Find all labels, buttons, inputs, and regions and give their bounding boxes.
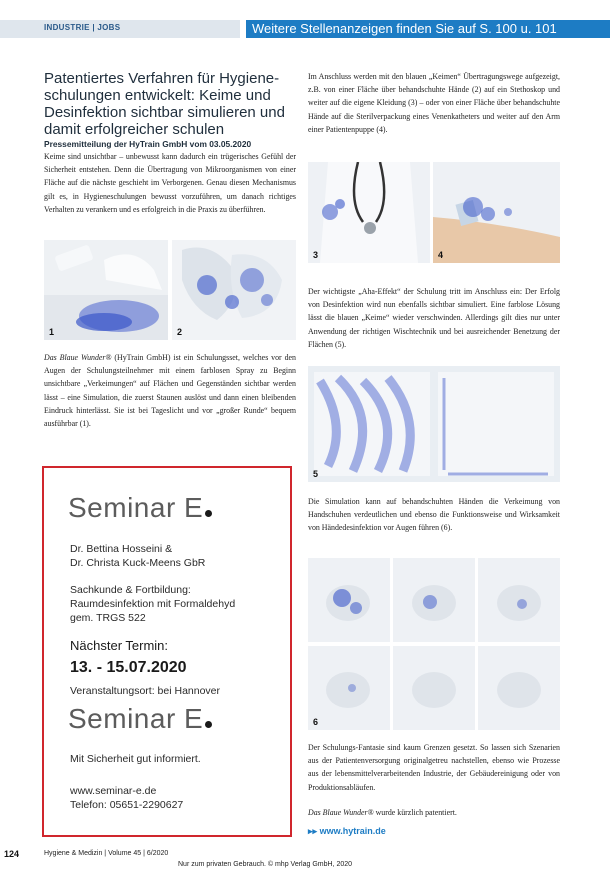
advertisement-seminar-e	[42, 466, 292, 837]
section-tag	[0, 20, 240, 38]
logo-dot-icon-2	[205, 721, 212, 728]
paragraph-product	[44, 351, 296, 430]
paragraph-product-text: (HyTrain GmbH) ist ein Schulungsset, welches vor den Augen der Schulungsteilnehmer mit einem farblosen Spray zu Beginn unsichtbare „Verkeimungen“ auf Flächen und Gegenständen sichtbar werden lässt – eine Simulation, die zuerst Staunen auslöst und dann einen bleibenden Eindruck hinterlässt. Sie ist bei Tageslicht und vor „großer Runde“ bequem ausführbar (1).	[44, 353, 296, 429]
photo-3	[308, 162, 430, 263]
ad-topic-3: gem. TRGS 522	[70, 612, 146, 624]
product-name: Das Blaue Wunder®	[44, 353, 112, 362]
photo-4-number: 4	[438, 250, 444, 260]
paragraph-patent-text: wurde kürzlich patentiert.	[373, 808, 457, 817]
photo-5-number: 5	[313, 469, 319, 479]
ad-slogan: Mit Sicherheit gut informiert.	[70, 753, 201, 765]
article-title: Patentiertes Verfahren für Hygiene-schulungen entwickelt: Keime und Desinfektion sichtbar simulieren und damit erfolgreicher schulen	[44, 70, 285, 138]
ad-date: 13. - 15.07.2020	[70, 659, 187, 676]
ad-phone: Telefon: 05651-2290627	[70, 799, 184, 811]
hytrain-url: www.hytrain.de	[319, 826, 386, 836]
banner-text: Weitere Stellenanzeigen finden Sie auf S. 100 u. 101	[252, 21, 557, 36]
page-number: 124	[4, 849, 20, 859]
seminar-e-logo-2	[68, 703, 212, 735]
banner	[246, 20, 610, 38]
section-label: INDUSTRIE | JOBS	[44, 23, 121, 32]
photo-1	[44, 240, 168, 340]
seminar-e-logo	[68, 492, 212, 524]
product-name-2: Das Blaue Wunder®	[308, 808, 374, 817]
photo-4	[433, 162, 560, 263]
paragraph-intro: Keime sind unsichtbar – unbewusst kann dadurch ein trügerisches Gefühl der Sicherheit entstehen. Denn die Übertragung von Mikroorganismen von einer Fläche auf die nächste geschieht im Verborgenen. Genau diesen Mechanismus gilt es, in Hygieneschulungen bewusst vorzuführen, um danach richtiges Verhalten zu verankern und es erfolgreich in die Praxis zu überführen.	[44, 152, 296, 214]
ad-venue: Veranstaltungsort: bei Hannover	[70, 685, 221, 697]
paragraph-transmission: Im Anschluss werden mit den blauen „Keimen“ Übertragungswege aufgezeigt, z.B. von einer Fläche über behandschuhte Hände (2) auf ein Stethoskop und weiter auf die eigene Kleidung (3) – oder von einer Fläche über behandschuhte Hände auf die Sterilverpackung eines Venenkatheters und weiter auf den Arm einer Patientenpuppe (4).	[308, 72, 560, 134]
photo-6	[308, 558, 560, 730]
photo-2	[172, 240, 296, 340]
hytrain-weblink[interactable]	[308, 826, 386, 837]
article-subtitle: Pressemitteilung der HyTrain GmbH vom 03.05.2020	[44, 139, 252, 149]
photo-1-number: 1	[49, 327, 55, 337]
ad-topic-2: Raumdesinfektion mit Formaldehyd	[70, 598, 236, 610]
photo-3-number: 3	[313, 250, 319, 260]
logo-text: Seminar E	[68, 492, 204, 523]
photo-2-number: 2	[177, 327, 183, 337]
photo-6-number: 6	[313, 717, 319, 727]
photo-5	[308, 366, 560, 482]
copyright-note: Nur zum privaten Gebrauch. © mhp Verlag GmbH, 2020	[178, 861, 353, 868]
paragraph-patent	[308, 806, 560, 819]
paragraph-gloves: Die Simulation kann auf behandschuhten Händen die Verkeimung von Handschuhen verdeutlichen und ebenso die Funktionsweise und Wirksamkeit von Händedesinfektion vor Augen führen (6).	[308, 497, 560, 533]
ad-topic-1: Sachkunde & Fortbildung:	[70, 584, 191, 596]
paragraph-fantasy: Der Schulungs-Fantasie sind kaum Grenzen gesetzt. So lassen sich Szenarien aus der Patientenversorgung originalgetreu nachstellen, ebenso wie Prozesse aus der lebensmittelverarbeitenden Industrie, der Gebäudereinigung oder von Produktionsabläufen.	[308, 743, 560, 792]
double-arrow-icon: ▸▸	[308, 826, 318, 836]
ad-website-link[interactable]: www.seminar-e.de	[70, 785, 157, 797]
ad-name-2: Dr. Christa Kuck-Meens GbR	[70, 557, 206, 569]
ad-name-1: Dr. Bettina Hosseini &	[70, 543, 173, 555]
paragraph-disinfection: Der wichtigste „Aha-Effekt“ der Schulung tritt im Anschluss ein: Der Erfolg von Desinfektion wird nun ebenfalls sichtbar simuliert. Eine farblose Lösung lässt die blauen „Keime“ wieder verschwinden. Allerdings gilt dies nur unter Anwendung der richtigen Wischtechnik und bei ausreichender Benetzung der Flächen (5).	[308, 287, 560, 349]
logo-text-2: Seminar E	[68, 703, 204, 734]
logo-dot-icon	[205, 510, 212, 517]
journal-source: Hygiene & Medizin | Volume 45 | 6/2020	[44, 850, 169, 857]
ad-next-date-label: Nächster Termin:	[70, 638, 169, 653]
